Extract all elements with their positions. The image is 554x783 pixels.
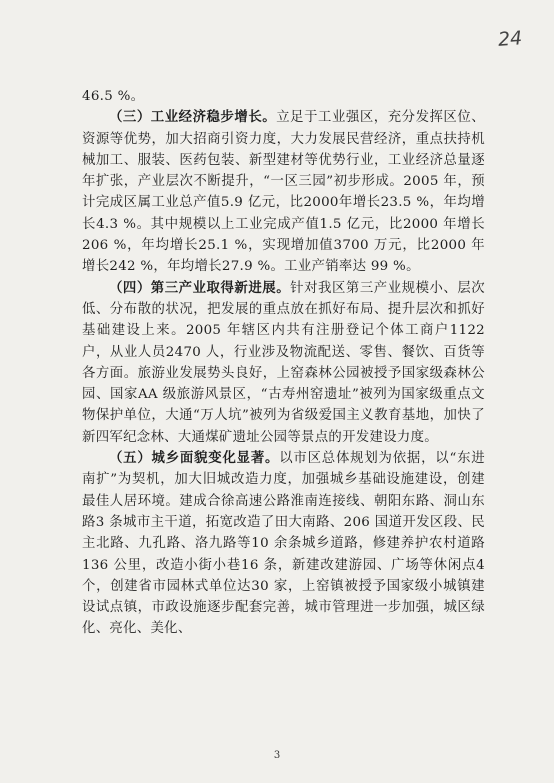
paragraph-industry [82,107,485,277]
paragraph-industry-body: 立足于工业强区，充分发挥区位、资源等优势，加大招商引资力度，大力发展民营经济，重点扶持机械加工、服装、医药包装、新型建材等优势行业，工业经济总量逐年扩张，产业层次不断提升，“一区三园”初步形成。2005 年，预计完成区属工业总产值5.9 亿元，比2000年增长23.5 %，年均增长4.3 %。其中规模以上工业完成产值1.5 亿元，比2000 年增长206 %，年均增长25.1 %，实现增加值3700 万元，比2000 年增长242 %，年均增长27.9 %。工业产销率达 99 %。 [82,110,485,275]
paragraph-urban-rural [82,448,485,640]
paragraph-tertiary [82,278,485,448]
handwritten-page-mark: 24 [497,27,523,51]
page-number: 3 [273,750,281,761]
heading-urban-rural: （五）城乡面貌变化显著。 [109,450,280,467]
body-text [82,86,485,640]
paragraph-tertiary-body: 针对我区第三产业规模小、层次低、分布散的状况，把发展的重点放在抓好布局、提升层次和抓好基础建设上来。2005 年辖区内共有注册登记个体工商户1122 户，从业人员2470 人，行业涉及物流配送、零售、餐饮、百货等各方面。旅游业发展势头良好，上窑森林公园被授予国家级森林公园、国家AA 级旅游风景区，“古寿州窑遗址”被列为国家级重点文物保护单位，大通“万人坑”被列为省级爱国主义教育基地，加快了新四军纪念林、大通煤矿遗址公园等景点的开发建设力度。 [82,280,485,445]
continuation-line: 46.5 %。 [82,89,145,104]
paragraph-urban-rural-body: 以市区总体规划为依据，以“东进南扩”为契机，加大旧城改造力度，加强城乡基础设施建设，创建最佳人居环境。建成合徐高速公路淮南连接线、朝阳东路、洞山东路3 条城市主干道，拓宽改造了田大南路、206 国道开发区段、民主北路、九孔路、洛九路等10 余条城乡道路，修建养护农村道路136 公里，改造小街小巷16 条，新建改建游园、广场等休闲点4 个，创建省市园林式单位达30 家，上窑镇被授予国家级小城镇建设试点镇，市政设施逐步配套完善，城市管理进一步加强，城区绿化、亮化、美化、 [82,451,485,637]
heading-tertiary: （四）第三产业取得新进展。 [109,279,291,296]
heading-industry: （三）工业经济稳步增长。 [109,109,277,126]
